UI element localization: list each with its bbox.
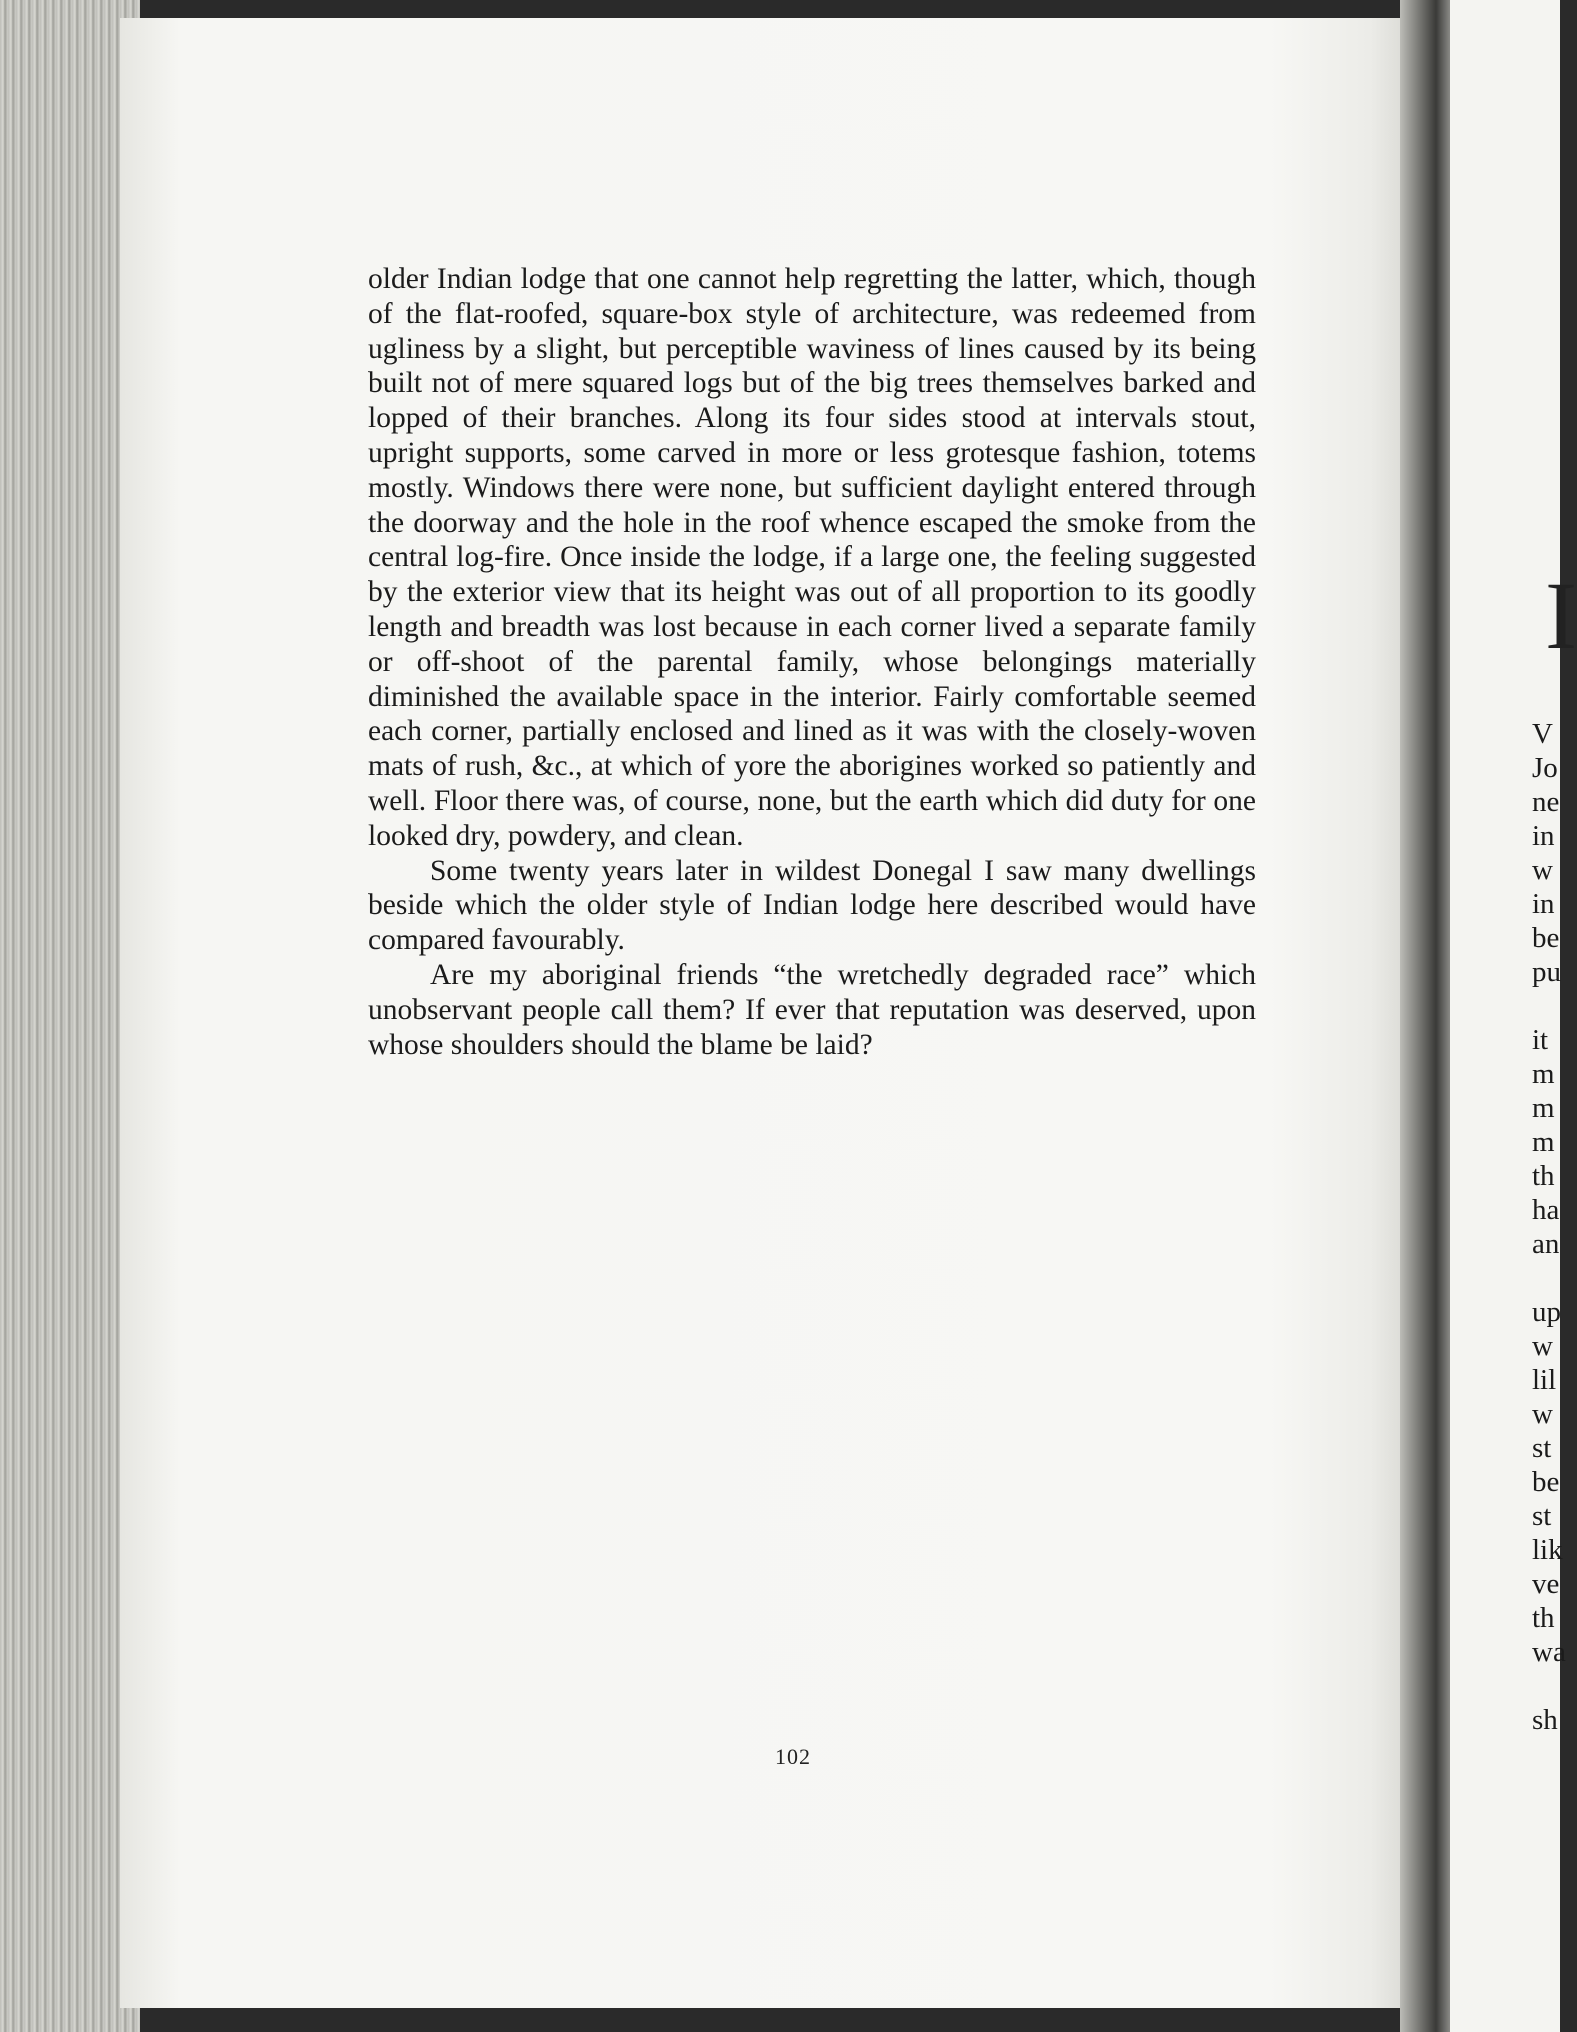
right-page-fragment: be: [1532, 922, 1560, 954]
right-page-fragment: wa: [1532, 1636, 1566, 1668]
paragraph-3: Are my aboriginal friends “the wretchedly degraded race” which unobservant people call them? If ever that reputation was deserved, upon whose shoulders should the blame be laid?: [368, 958, 1256, 1061]
page-number: 102: [775, 1744, 811, 1769]
right-page-fragment: be: [1532, 1466, 1560, 1498]
book-gutter: [1400, 0, 1450, 2032]
paragraph-1: older Indian lodge that one cannot help regretting the latter, which, though of the flat-roofed, square-box style of architecture, was redeemed from ugliness by a slight, but perceptible waviness of lines caused by its being built not of mere squared logs but of the big trees themselves barked and lopped of their branches. Along its four sides stood at intervals stout, upright supports, some carved in more or less grotesque fashion, totems mostly. Windows there were none, but sufficient daylight entered through the doorway and the hole in the roof whence escaped the smoke from the central log-fire. Once inside the lodge, if a large one, the feeling suggested by the exterior view that its height was out of all proportion to its goodly length and breadth was lost because in each corner lived a separate family or off-shoot of the parental family, whose belongings materially diminished the available space in the interior. Fairly comfortable seemed each corner, partially enclosed and lined as it was with the closely-woven mats of rush, &c., at which of yore the aborigines worked so patiently and well. Floor there was, of course, none, but the earth which did duty for one looked dry, powdery, and clean.: [368, 263, 1256, 852]
right-page-fragment: ve: [1532, 1568, 1560, 1600]
right-page-fragment: ha: [1532, 1194, 1560, 1226]
right-page-fragment: m: [1532, 1092, 1555, 1124]
right-page-fragment: Jo: [1532, 752, 1558, 784]
right-page-fragment: st: [1532, 1432, 1552, 1464]
right-page-fragment: m: [1532, 1126, 1555, 1158]
right-page-fragment: w: [1532, 1330, 1553, 1362]
right-page-fragment: an: [1532, 1228, 1560, 1260]
right-page-fragment: in: [1532, 820, 1555, 852]
right-page-fragment: lil: [1532, 1364, 1557, 1396]
right-page-fragment: w: [1532, 854, 1553, 886]
right-page-fragment: st: [1532, 1500, 1552, 1532]
right-page-fragment: V: [1532, 718, 1553, 750]
right-page-fragment: up: [1532, 1296, 1561, 1328]
body-text: [368, 262, 1256, 1062]
right-page-fragment: th: [1532, 1602, 1555, 1634]
right-page-fragment: pu: [1532, 956, 1561, 988]
right-page-fragment: th: [1532, 1160, 1555, 1192]
right-page-fragment: it: [1532, 1024, 1549, 1056]
right-page-fragment: sh: [1532, 1704, 1558, 1736]
right-page-fragment: w: [1532, 1398, 1553, 1430]
right-page-fragment: lik: [1532, 1534, 1563, 1566]
right-page-drop-letter: I: [1545, 562, 1577, 669]
right-page-fragment: ne: [1532, 786, 1560, 818]
page-edges: [0, 0, 140, 2032]
paragraph-2: Some twenty years later in wildest Donegal I saw many dwellings beside which the older style of Indian lodge here described would have compared favourably.: [368, 854, 1256, 957]
right-page-fragment: m: [1532, 1058, 1555, 1090]
right-page-fragment: in: [1532, 888, 1555, 920]
